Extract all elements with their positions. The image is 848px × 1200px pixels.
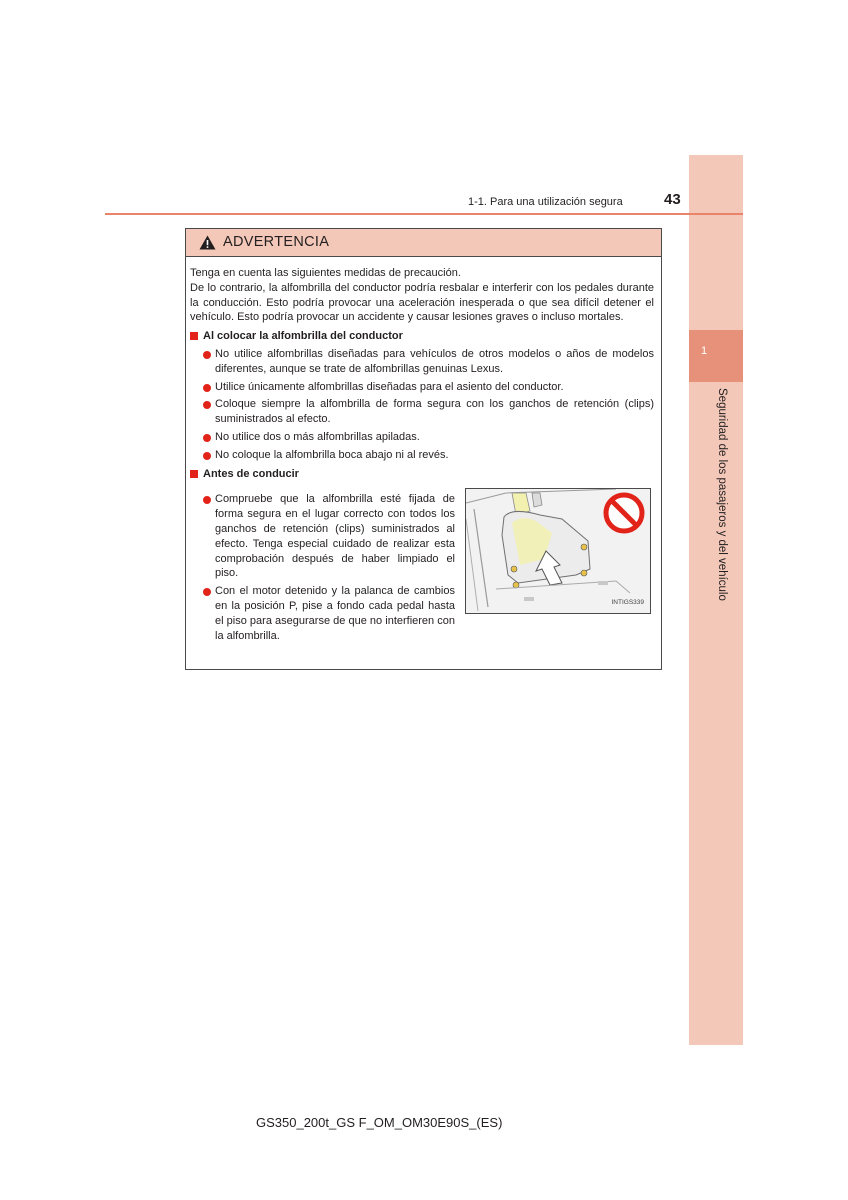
red-dot-bullet-icon xyxy=(203,496,211,504)
floor-mat-illustration xyxy=(465,488,651,614)
red-square-bullet-icon xyxy=(190,470,198,478)
list-item: Con el motor detenido y la palanca de cambios en la posición P, pise a fondo cada pedal hasta el piso para asegurarse de que no interfieren con la alfombrilla. xyxy=(190,584,455,643)
list-item: Compruebe que la alfombrilla esté fijada de forma segura en el lugar correcto con todos los ganchos de retención (clips) suministrados al efecto. Tenga especial cuidado de realizar esta comprobación después de haber limpiado el piso. xyxy=(190,492,455,581)
list-item: No utilice dos o más alfombrillas apiladas. xyxy=(190,430,654,445)
chapter-number: 1 xyxy=(701,345,708,357)
intro-paragraph: De lo contrario, la alfombrilla del conductor podría resbalar e interferir con los pedales durante la conducción. Esto podría provocar una aceleración inesperada o que sea difícil detener el vehículo. Esto podría provocar un accidente y causar lesiones graves o incluso mortales. xyxy=(190,281,654,324)
red-dot-bullet-icon xyxy=(203,452,211,460)
chapter-number-tab[interactable] xyxy=(689,330,743,382)
warning-intro xyxy=(190,266,654,325)
warning-header xyxy=(186,229,661,257)
chapter-title: Seguridad de los pasajeros y del vehículo xyxy=(716,388,728,601)
list-item: Coloque siempre la alfombrilla de forma segura con los ganchos de retención (clips) suministrados al efecto. xyxy=(190,397,654,427)
warning-box xyxy=(185,228,662,670)
list-item: No coloque la alfombrilla boca abajo ni al revés. xyxy=(190,448,654,463)
red-dot-bullet-icon xyxy=(203,588,211,596)
prohibited-icon xyxy=(606,495,642,531)
page-number: 43 xyxy=(664,191,681,208)
list-item: No utilice alfombrillas diseñadas para vehículos de otros modelos o años de modelos diferentes, aunque se trate de alfombrillas genuinas Lexus. xyxy=(190,347,654,377)
warning-triangle-icon xyxy=(199,235,216,250)
red-dot-bullet-icon xyxy=(203,401,211,409)
illustrated-section xyxy=(190,484,654,643)
subsection-heading: Antes de conducir xyxy=(190,467,654,482)
section-title: 1-1. Para una utilización segura xyxy=(468,196,623,208)
illustration-code: INTIGS339 xyxy=(611,598,644,606)
header-rule xyxy=(105,213,743,215)
red-square-bullet-icon xyxy=(190,332,198,340)
intro-line: Tenga en cuenta las siguientes medidas de precaución. xyxy=(190,267,461,279)
list-item: Utilice únicamente alfombrillas diseñadas para el asiento del conductor. xyxy=(190,380,654,395)
document-code: GS350_200t_GS F_OM_OM30E90S_(ES) xyxy=(256,1115,503,1130)
red-dot-bullet-icon xyxy=(203,351,211,359)
bullet-list xyxy=(190,484,455,643)
red-dot-bullet-icon xyxy=(203,384,211,392)
red-dot-bullet-icon xyxy=(203,434,211,442)
bullet-list xyxy=(190,347,654,463)
warning-body xyxy=(190,266,654,646)
warning-title: ADVERTENCIA xyxy=(223,234,330,250)
subsection-heading: Al colocar la alfombrilla del conductor xyxy=(190,329,654,344)
